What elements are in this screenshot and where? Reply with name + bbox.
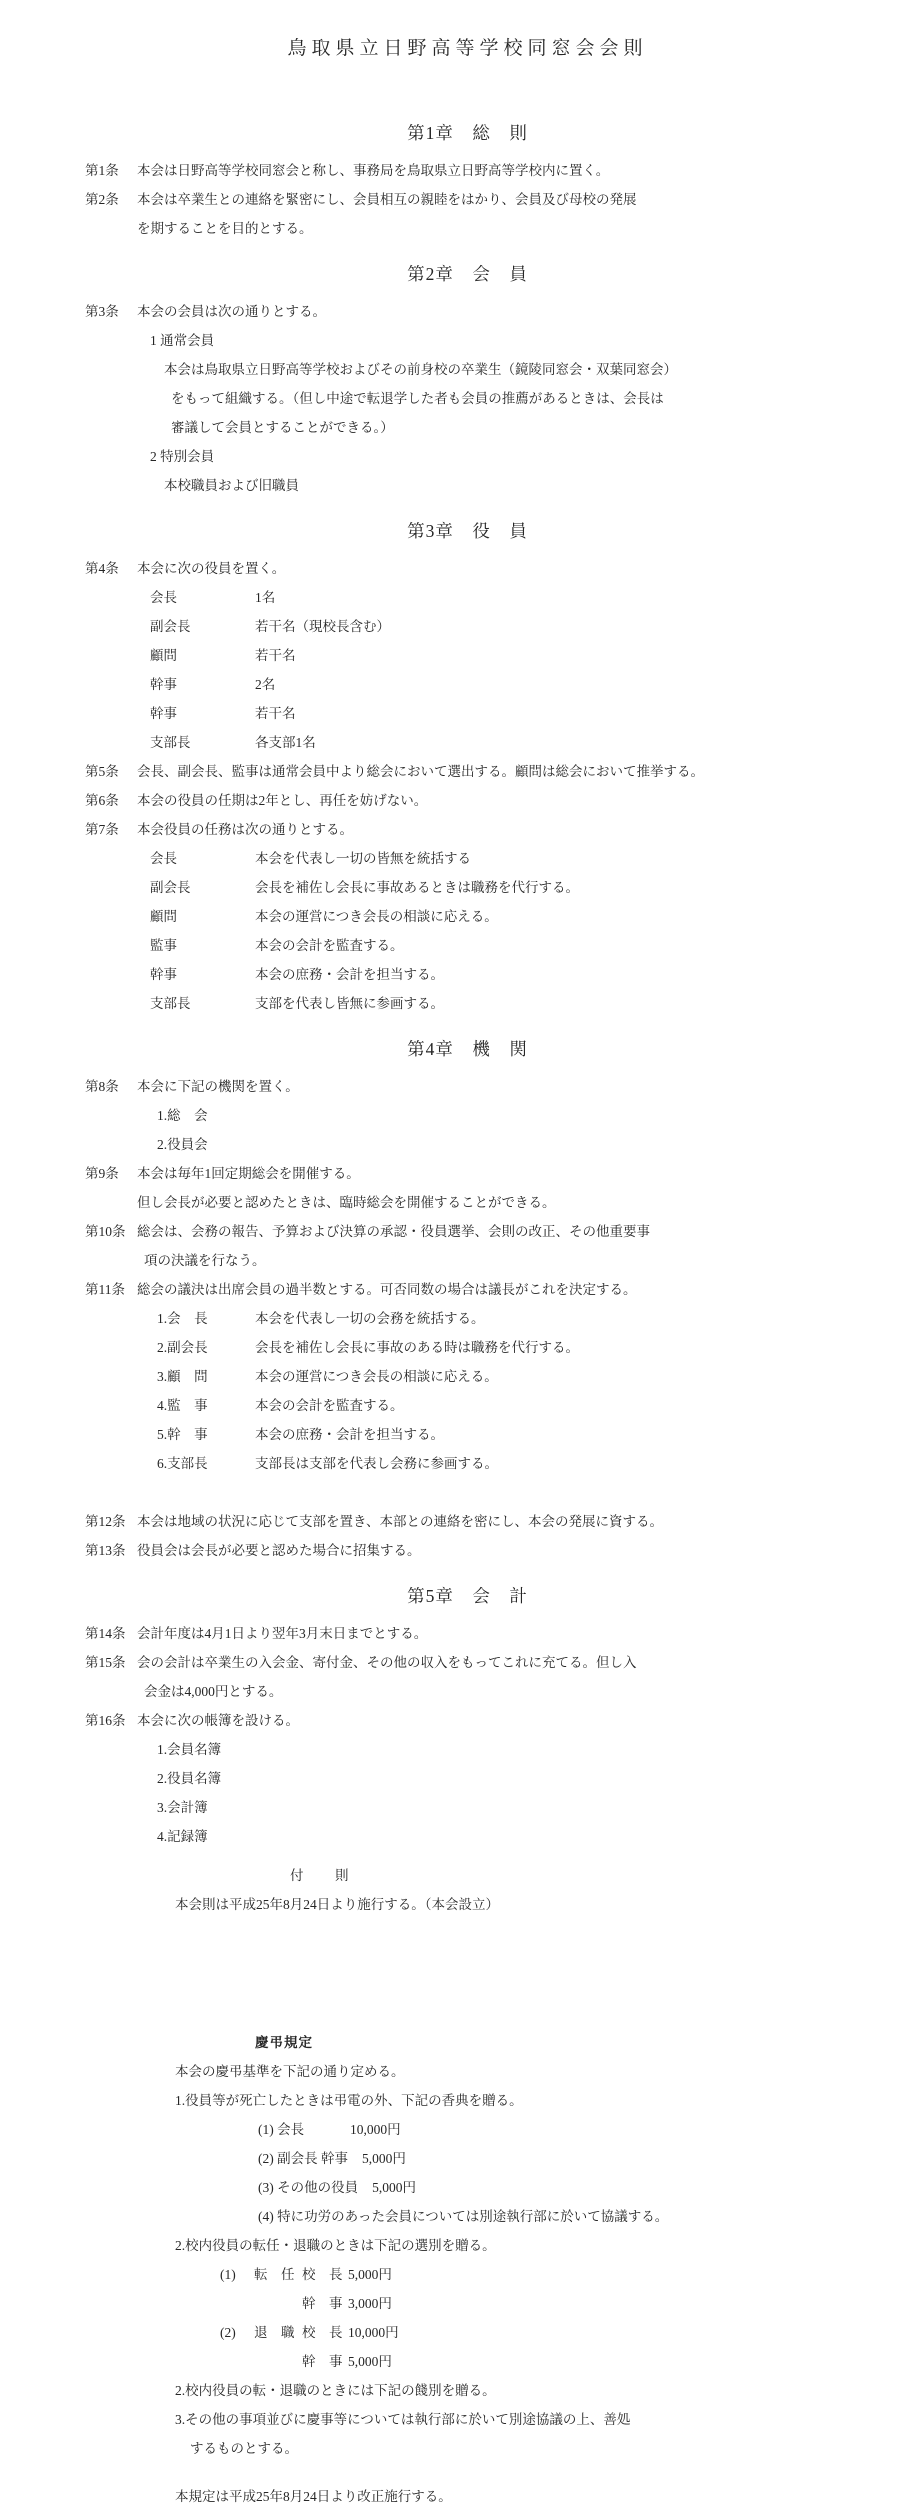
duty-text: 本会の運営につき会長の相談に応える。	[255, 909, 498, 924]
ledger-item: 2.役員名簿	[157, 1771, 222, 1786]
chapter2-heading: 第2章 会 員	[407, 264, 528, 284]
condolence-note	[258, 2202, 850, 2231]
farewell-amount: 5,000円	[348, 2354, 392, 2369]
duty-text: 本会の運営につき会長の相談に応える。	[255, 1369, 498, 1384]
article-10-continuation: 項の決議を行なう。	[144, 1253, 266, 1268]
farewell-row	[220, 2318, 850, 2347]
duty-role: 3.顧 問	[157, 1369, 208, 1384]
article-3	[85, 297, 850, 326]
condolence-note-text: (4) 特に功労のあった会員については別途執行部に於いて協議する。	[258, 2209, 669, 2224]
officer-role: 会長	[150, 590, 177, 605]
numbered-duty-row	[157, 1333, 850, 1362]
farewell-number	[220, 2289, 254, 2318]
ledger-item: 4.記録簿	[157, 1829, 208, 1844]
officer-row	[150, 699, 850, 728]
duty-role: 会長	[150, 851, 177, 866]
farewell-number	[220, 2347, 254, 2376]
duty-role: 5.幹 事	[157, 1427, 208, 1442]
article-1	[85, 156, 850, 185]
duty-role: 顧問	[150, 909, 177, 924]
member-type-2-line1: 本校職員および旧職員	[164, 478, 299, 493]
article-14-label: 第14条	[85, 1626, 126, 1641]
duty-role: 4.監 事	[157, 1398, 208, 1413]
article-11-label: 第11条	[85, 1282, 125, 1297]
member-type-1-heading: 1 通常会員	[150, 333, 215, 348]
duty-text: 支部を代表し皆無に参画する。	[255, 996, 444, 1011]
duty-role: 1.会 長	[157, 1311, 208, 1326]
article-13-text: 役員会は会長が必要と認めた場合に招集する。	[137, 1543, 421, 1558]
officer-role: 幹事	[150, 677, 177, 692]
condolence-row	[258, 2115, 850, 2144]
article-5-label: 第5条	[85, 764, 119, 779]
officer-role: 副会長	[150, 619, 191, 634]
officer-row	[150, 641, 850, 670]
farewell-type: 転 任	[254, 2267, 295, 2282]
article-9-label: 第9条	[85, 1166, 119, 1181]
officer-row	[150, 583, 850, 612]
supplement-text: 本会則は平成25年8月24日より施行する。（本会設立）	[175, 1897, 499, 1912]
duty-role: 支部長	[150, 996, 191, 1011]
duty-row	[150, 873, 850, 902]
duty-row	[150, 931, 850, 960]
officer-row	[150, 670, 850, 699]
chapter1-heading: 第1章 総 則	[407, 123, 528, 143]
duty-text: 本会の庶務・会計を担当する。	[255, 1427, 444, 1442]
chapter5-heading: 第5章 会 計	[407, 1586, 528, 1606]
article-1-label: 第1条	[85, 163, 119, 178]
duty-text: 支部長は支部を代表し会務に参画する。	[255, 1456, 498, 1471]
farewell-row	[220, 2347, 850, 2376]
member-type-2-heading: 2 特別会員	[150, 449, 215, 464]
farewell-row	[220, 2260, 850, 2289]
article-11	[85, 1275, 850, 1304]
farewell-role: 幹 事	[302, 2296, 343, 2311]
officer-count: 若干名	[255, 706, 296, 721]
duty-row	[150, 902, 850, 931]
article-2-continuation: を期することを目的とする。	[137, 221, 313, 236]
article-12-text: 本会は地域の状況に応じて支部を置き、本部との連絡を密にし、本会の発展に資する。	[137, 1514, 663, 1529]
article-2-label: 第2条	[85, 192, 119, 207]
duty-role: 6.支部長	[157, 1456, 208, 1471]
condolence-target: (2) 副会長 幹事	[258, 2151, 348, 2166]
article-6-label: 第6条	[85, 793, 119, 808]
numbered-duty-row	[157, 1362, 850, 1391]
article-7-text: 本会役員の任務は次の通りとする。	[137, 822, 353, 837]
article-4-text: 本会に次の役員を置く。	[137, 561, 286, 576]
article-5-text: 会長、副会長、監事は通常会員中より総会において選出する。顧問は総会において推挙する。	[137, 764, 704, 779]
chapter3-heading: 第3章 役 員	[407, 521, 528, 541]
duty-row	[150, 960, 850, 989]
officer-role: 支部長	[150, 735, 191, 750]
article-8	[85, 1072, 850, 1101]
duty-role: 副会長	[150, 880, 191, 895]
farewell-amount: 5,000円	[348, 2267, 392, 2282]
article-12-label: 第12条	[85, 1514, 126, 1529]
condolence-target: (3) その他の役員	[258, 2180, 359, 2195]
article-7-label: 第7条	[85, 822, 119, 837]
article-4-label: 第4条	[85, 561, 119, 576]
article-3-label: 第3条	[85, 304, 119, 319]
keicho-intro: 本会の慶弔基準を下記の通り定める。	[175, 2064, 405, 2079]
officer-role: 幹事	[150, 706, 177, 721]
article-15-label: 第15条	[85, 1655, 126, 1670]
chapter4-heading: 第4章 機 関	[407, 1039, 528, 1059]
farewell-number: (2)	[220, 2325, 236, 2340]
article-8-text: 本会に下記の機関を置く。	[137, 1079, 299, 1094]
duty-text: 本会を代表し一切の皆無を統括する	[255, 851, 471, 866]
keicho-footer: 本規定は平成25年8月24日より改正施行する。	[175, 2489, 452, 2504]
organ-item: 2.役員会	[157, 1137, 208, 1152]
farewell-amount: 10,000円	[348, 2325, 399, 2340]
numbered-duty-row	[157, 1449, 850, 1478]
article-16-text: 本会に次の帳簿を設ける。	[137, 1713, 299, 1728]
keicho-rule2b: 2.校内役員の転・退職のときには下記の餞別を贈る。	[175, 2383, 496, 2398]
duty-text: 会長を補佐し会長に事故あるときは職務を代行する。	[255, 880, 579, 895]
farewell-type: 退 職	[254, 2325, 295, 2340]
duty-role: 幹事	[150, 967, 177, 982]
ledger-item: 1.会員名簿	[157, 1742, 222, 1757]
member-type-1-line3: 審議して会員とすることができる。）	[171, 420, 394, 435]
article-10-label: 第10条	[85, 1224, 126, 1239]
officer-count: 2名	[255, 677, 276, 692]
duty-role: 2.副会長	[157, 1340, 208, 1355]
article-13	[85, 1536, 850, 1565]
article-11-text: 総会の議決は出席会員の過半数とする。可否同数の場合は議長がこれを決定する。	[137, 1282, 637, 1297]
ledger-item: 3.会計簿	[157, 1800, 208, 1815]
member-type-1-line2: をもって組織する。（但し中途で転退学した者も会員の推薦があるときは、会長は	[171, 391, 664, 406]
duty-text: 本会の会計を監査する。	[255, 938, 404, 953]
numbered-duty-row	[157, 1420, 850, 1449]
keicho-rule1: 1.役員等が死亡したときは弔電の外、下記の香典を贈る。	[175, 2093, 523, 2108]
duty-text: 本会を代表し一切の会務を統括する。	[255, 1311, 485, 1326]
duty-text: 本会の庶務・会計を担当する。	[255, 967, 444, 982]
article-7	[85, 815, 850, 844]
condolence-row	[258, 2173, 850, 2202]
article-15-continuation: 会金は4,000円とする。	[144, 1684, 283, 1699]
article-1-text: 本会は日野高等学校同窓会と称し、事務局を鳥取県立日野高等学校内に置く。	[137, 163, 610, 178]
condolence-amount: 10,000円	[350, 2122, 401, 2137]
article-16-label: 第16条	[85, 1713, 126, 1728]
farewell-role: 幹 事	[302, 2354, 343, 2369]
officer-count: 若干名（現校長含む）	[255, 619, 390, 634]
article-9-text: 本会は毎年1回定期総会を開催する。	[137, 1166, 360, 1181]
officer-count: 若干名	[255, 648, 296, 663]
article-10-text: 総会は、会務の報告、予算および決算の承認・役員選挙、会則の改正、その他重要事	[137, 1224, 650, 1239]
document-title: 鳥取県立日野高等学校同窓会会則	[287, 38, 648, 59]
article-6-text: 本会の役員の任期は2年とし、再任を妨げない。	[137, 793, 428, 808]
duty-text: 会長を補佐し会長に事故のある時は職務を代行する。	[255, 1340, 579, 1355]
farewell-role: 校 長	[302, 2325, 343, 2340]
officer-count: 各支部1名	[255, 735, 316, 750]
article-5	[85, 757, 850, 786]
farewell-role: 校 長	[302, 2267, 343, 2282]
farewell-type	[254, 2289, 302, 2318]
article-15	[85, 1648, 850, 1677]
article-6	[85, 786, 850, 815]
officer-role: 顧問	[150, 648, 177, 663]
condolence-amount: 5,000円	[372, 2180, 416, 2195]
keicho-rule3-continuation: するものとする。	[190, 2441, 298, 2456]
condolence-target: (1) 会長	[258, 2122, 305, 2137]
article-10	[85, 1217, 850, 1246]
keicho-heading: 慶弔規定	[255, 2035, 313, 2050]
duty-row	[150, 989, 850, 1018]
article-14	[85, 1619, 850, 1648]
article-15-text: 会の会計は卒業生の入会金、寄付金、その他の収入をもってこれに充てる。但し入	[137, 1655, 637, 1670]
article-9-continuation: 但し会長が必要と認めたときは、臨時総会を開催することができる。	[137, 1195, 556, 1210]
supplement-heading: 付 則	[290, 1868, 358, 1883]
article-2-text: 本会は卒業生との連絡を緊密にし、会員相互の親睦をはかり、会員及び母校の発展	[137, 192, 637, 207]
officer-count: 1名	[255, 590, 276, 605]
duty-row	[150, 844, 850, 873]
member-type-1-line1: 本会は鳥取県立日野高等学校およびその前身校の卒業生（鏡陵同窓会・双葉同窓会）	[164, 362, 677, 377]
officer-row	[150, 612, 850, 641]
farewell-row	[220, 2289, 850, 2318]
article-9	[85, 1159, 850, 1188]
article-13-label: 第13条	[85, 1543, 126, 1558]
article-4	[85, 554, 850, 583]
duty-role: 監事	[150, 938, 177, 953]
article-14-text: 会計年度は4月1日より翌年3月末日までとする。	[137, 1626, 428, 1641]
condolence-amount: 5,000円	[362, 2151, 406, 2166]
article-2	[85, 185, 850, 214]
farewell-type	[254, 2347, 302, 2376]
keicho-rule2: 2.校内役員の転任・退職のときは下記の選別を贈る。	[175, 2238, 496, 2253]
officer-row	[150, 728, 850, 757]
organ-item: 1.総 会	[157, 1108, 208, 1123]
article-8-label: 第8条	[85, 1079, 119, 1094]
article-12	[85, 1507, 850, 1536]
farewell-amount: 3,000円	[348, 2296, 392, 2311]
keicho-rule3: 3.その他の事項並びに慶事等については執行部に於いて別途協議の上、善処	[175, 2412, 631, 2427]
duty-text: 本会の会計を監査する。	[255, 1398, 404, 1413]
numbered-duty-row	[157, 1391, 850, 1420]
condolence-row	[258, 2144, 850, 2173]
article-3-text: 本会の会員は次の通りとする。	[137, 304, 326, 319]
farewell-number: (1)	[220, 2267, 236, 2282]
article-16	[85, 1706, 850, 1735]
numbered-duty-row	[157, 1304, 850, 1333]
